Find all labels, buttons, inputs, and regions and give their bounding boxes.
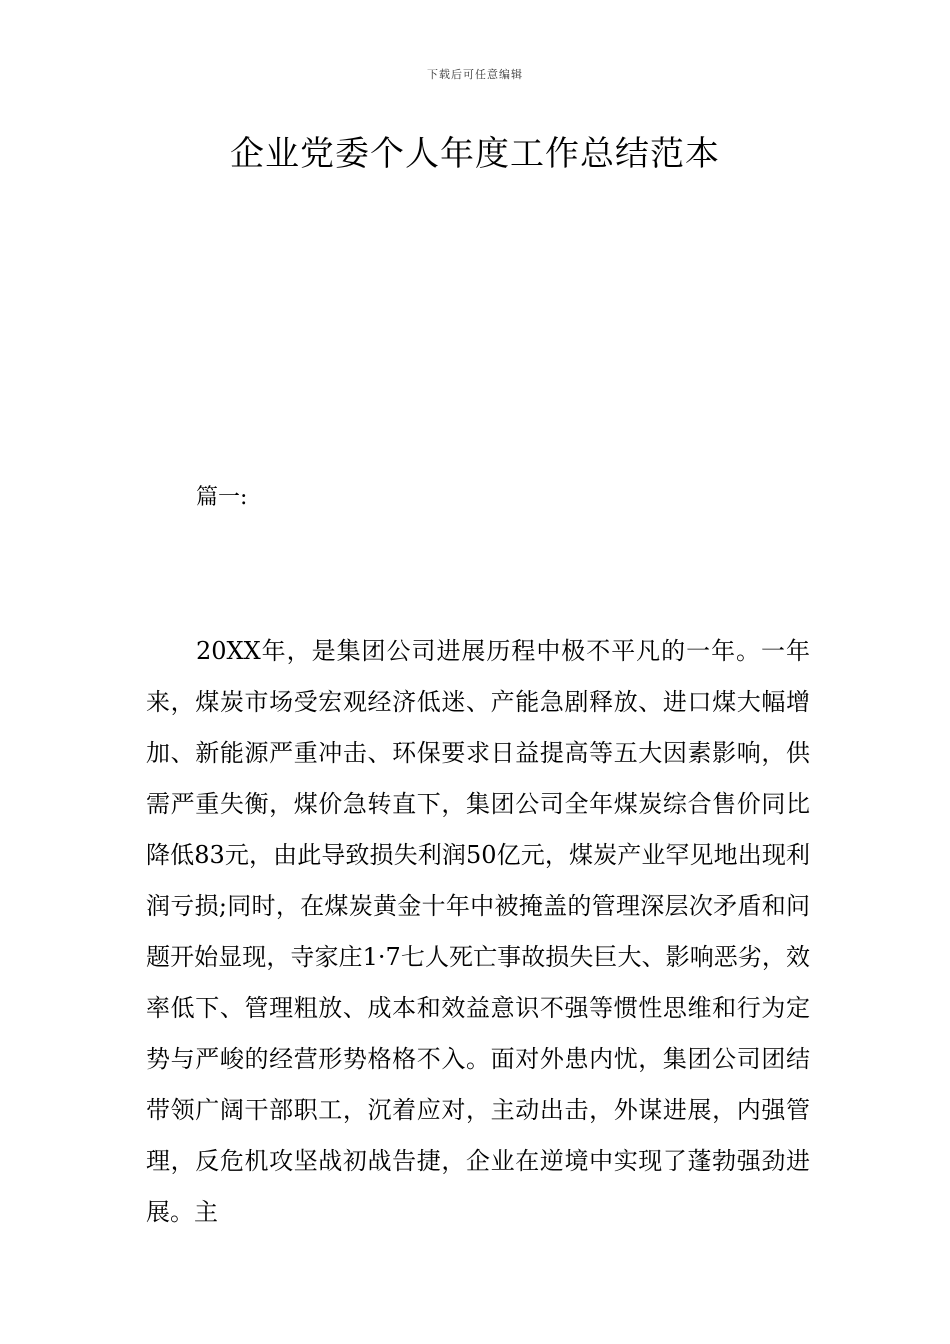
document-title: 企业党委个人年度工作总结范本 bbox=[230, 134, 720, 174]
body-paragraph: 20XX年，是集团公司进展历程中极不平凡的一年。一年来，煤炭市场受宏观经济低迷、产能急剧释放、进口煤大幅增加、新能源严重冲击、环保要求日益提高等五大因素影响，供需严重失衡，煤价急转直下，集团公司全年煤炭综合售价同比降低83元，由此导致损失利润50亿元，煤炭产业罕见地出现利润亏损;同时，在煤炭黄金十年中被掩盖的管理深层次矛盾和问题开始显现，寺家庄1·7七人死亡事故损失巨大、影响恶劣，效率低下、管理粗放、成本和效益意识不强等惯性思维和行为定势与严峻的经营形势格格不入。面对外患内忧，集团公司团结带领广阔干部职工，沉着应对，主动出击，外谋进展，内强管理，反危机攻坚战初战告捷，企业在逆境中实现了蓬勃强劲进展。主 bbox=[146, 637, 810, 1226]
header-note: 下载后可任意编辑 bbox=[427, 68, 523, 81]
section-label: 篇一: bbox=[196, 485, 248, 510]
